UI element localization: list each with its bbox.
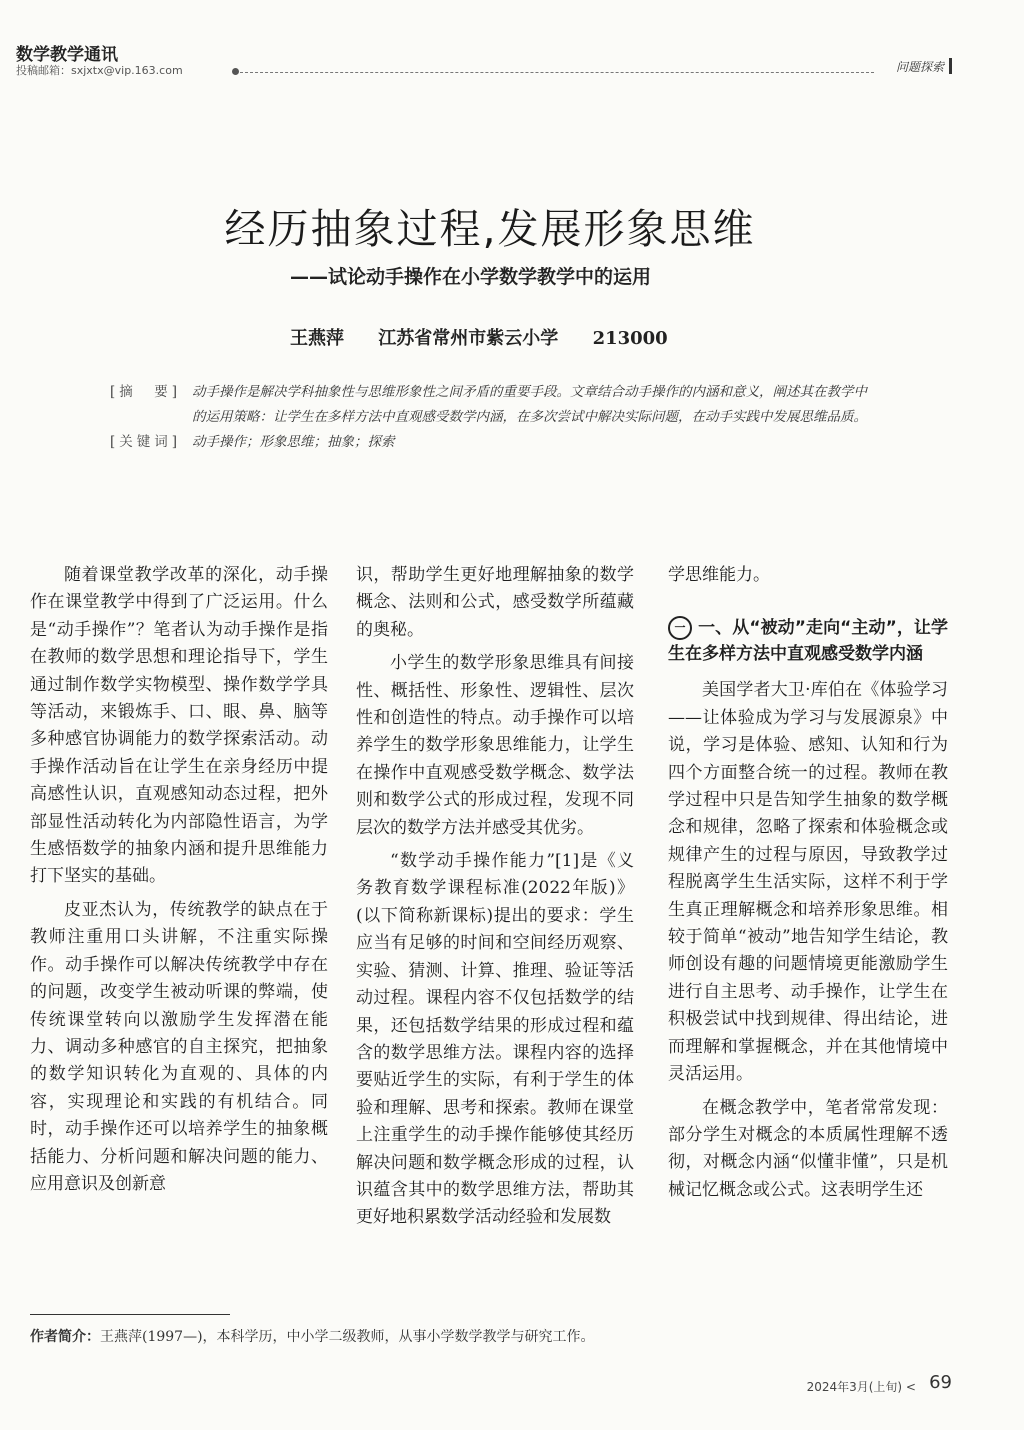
keywords-label: [关键词] — [110, 434, 182, 450]
abstract-label: [摘 要] — [110, 384, 182, 400]
footnote-label: 作者简介： — [30, 1329, 100, 1345]
section-marker — [949, 58, 952, 74]
circled-number-icon: 一 — [668, 616, 692, 640]
body-column-3 — [668, 562, 948, 1210]
keywords-row — [110, 430, 880, 455]
author-footnote — [30, 1326, 595, 1346]
paragraph: 皮亚杰认为，传统教学的缺点在于教师注重用口头讲解，不注重实际操作。动手操作可以解决传统教学中存在的问题，改变学生被动听课的弊端，使传统课堂转向以激励学生发挥潜在能力、调动多种感官的自主探究，把抽象的数学知识转化为直观的、具体的内容，实现理论和实践的有机结合。同时，动手操作还可以培养学生的抽象概括能力、分析问题和解决问题的能力、应用意识及创新意 — [30, 899, 328, 1194]
section-heading — [668, 615, 948, 667]
journal-name: 数学教学通讯 — [16, 45, 118, 65]
author-line — [290, 324, 696, 350]
section-heading-text: 一、从“被动”走向“主动”，让学生在多样方法中直观感受数学内涵 — [668, 618, 948, 665]
paragraph: 随着课堂教学改革的深化，动手操作在课堂教学中得到了广泛运用。什么是“动手操作”？笔者认为动手操作是指在教师的数学思想和理论指导下，学生通过制作数学实物模型、操作数学学具等活动，来锻炼手、口、眼、鼻、脑等多种感官协调能力的数学探索活动。动手操作活动旨在让学生在亲身经历中提高感性认识，直观感知动态过程，把外部显性活动转化为内部隐性语言，为学生感悟数学的抽象内涵和提升思维能力打下坚实的基础。 — [30, 565, 328, 887]
paragraph: 学思维能力。 — [668, 565, 770, 585]
section-name: 问题探索 — [895, 60, 944, 74]
body-column-1 — [30, 562, 328, 1204]
abstract-block — [110, 380, 880, 455]
paragraph: 小学生的数学形象思维具有间接性、概括性、形象性、逻辑性、层次性和创造性的特点。动手操作可以培养学生的数学形象思维能力，让学生在操作中直观感受数学概念、数学法则和数学公式的形成过程，发现不同层次的数学方法并感受其优劣。 — [356, 653, 634, 838]
article-subtitle: ——试论动手操作在小学数学教学中的运用 — [290, 266, 652, 288]
abstract-text: 动手操作是解决学科抽象性与思维形象性之间矛盾的重要手段。文章结合动手操作的内涵和意义，阐述其在教学中的运用策略：让学生在多样方法中直观感受数学内涵，在多次尝试中解决实际问题，在动手实践中发展思维品质。 — [192, 384, 867, 425]
footnote-rule — [30, 1314, 230, 1315]
header-rule — [240, 72, 874, 73]
footnote-text: 王燕萍(1997—)，本科学历，中小学二级教师，从事小学数学教学与研究工作。 — [100, 1329, 595, 1345]
paragraph: 在概念教学中，笔者常常发现：部分学生对概念的本质属性理解不透彻，对概念内涵“似懂非懂”，只是机械记忆概念或公式。这表明学生还 — [668, 1097, 948, 1200]
abstract-row — [110, 380, 880, 430]
keywords-text: 动手操作；形象思维；抽象；探索 — [192, 434, 395, 450]
header-rule-dot — [232, 68, 239, 75]
page-number: 69 — [929, 1372, 952, 1393]
author-postcode: 213000 — [592, 328, 668, 349]
issue-date: 2024年3月(上旬) < — [806, 1380, 916, 1394]
paragraph: “数学动手操作能力”[1]是《义务教育数学课程标准(2022年版)》(以下简称新课标)提出的要求：学生应当有足够的时间和空间经历观察、实验、猜测、计算、推理、验证等活动过程。课程内容不仅包括数学的结果，还包括数学结果的形成过程和蕴含的数学思维方法。课程内容的选择要贴近学生的实际，有利于学生的体验和理解、思考和探索。教师在课堂上注重学生的动手操作能够使其经历解决问题和数学概念形成的过程，认识蕴含其中的数学思维方法，帮助其更好地积累数学活动经验和发展数 — [356, 851, 634, 1228]
author-affiliation: 江苏省常州市紫云小学 — [378, 328, 559, 349]
author-name: 王燕萍 — [290, 328, 344, 349]
paragraph: 识，帮助学生更好地理解抽象的数学概念、法则和公式，感受数学所蕴藏的奥秘。 — [356, 565, 634, 640]
submission-email: 投稿邮箱：sxjxtx@vip.163.com — [16, 64, 183, 77]
body-column-2 — [356, 562, 634, 1238]
paragraph: 美国学者大卫·库伯在《体验学习——让体验成为学习与发展源泉》中说，学习是体验、感知、认知和行为四个方面整合统一的过程。教师在教学过程中只是告知学生抽象的数学概念和规律，忽略了探索和体验概念或规律产生的过程与原因，导致教学过程脱离学生生活实际，这样不利于学生真正理解概念和培养形象思维。相较于简单“被动”地告知学生结论，教师创设有趣的问题情境更能激励学生进行自主思考、动手操作，让学生在积极尝试中找到规律、得出结论，进而理解和掌握概念，并在其他情境中灵活运用。 — [668, 680, 948, 1085]
article-title: 经历抽象过程,发展形象思维 — [224, 205, 756, 253]
